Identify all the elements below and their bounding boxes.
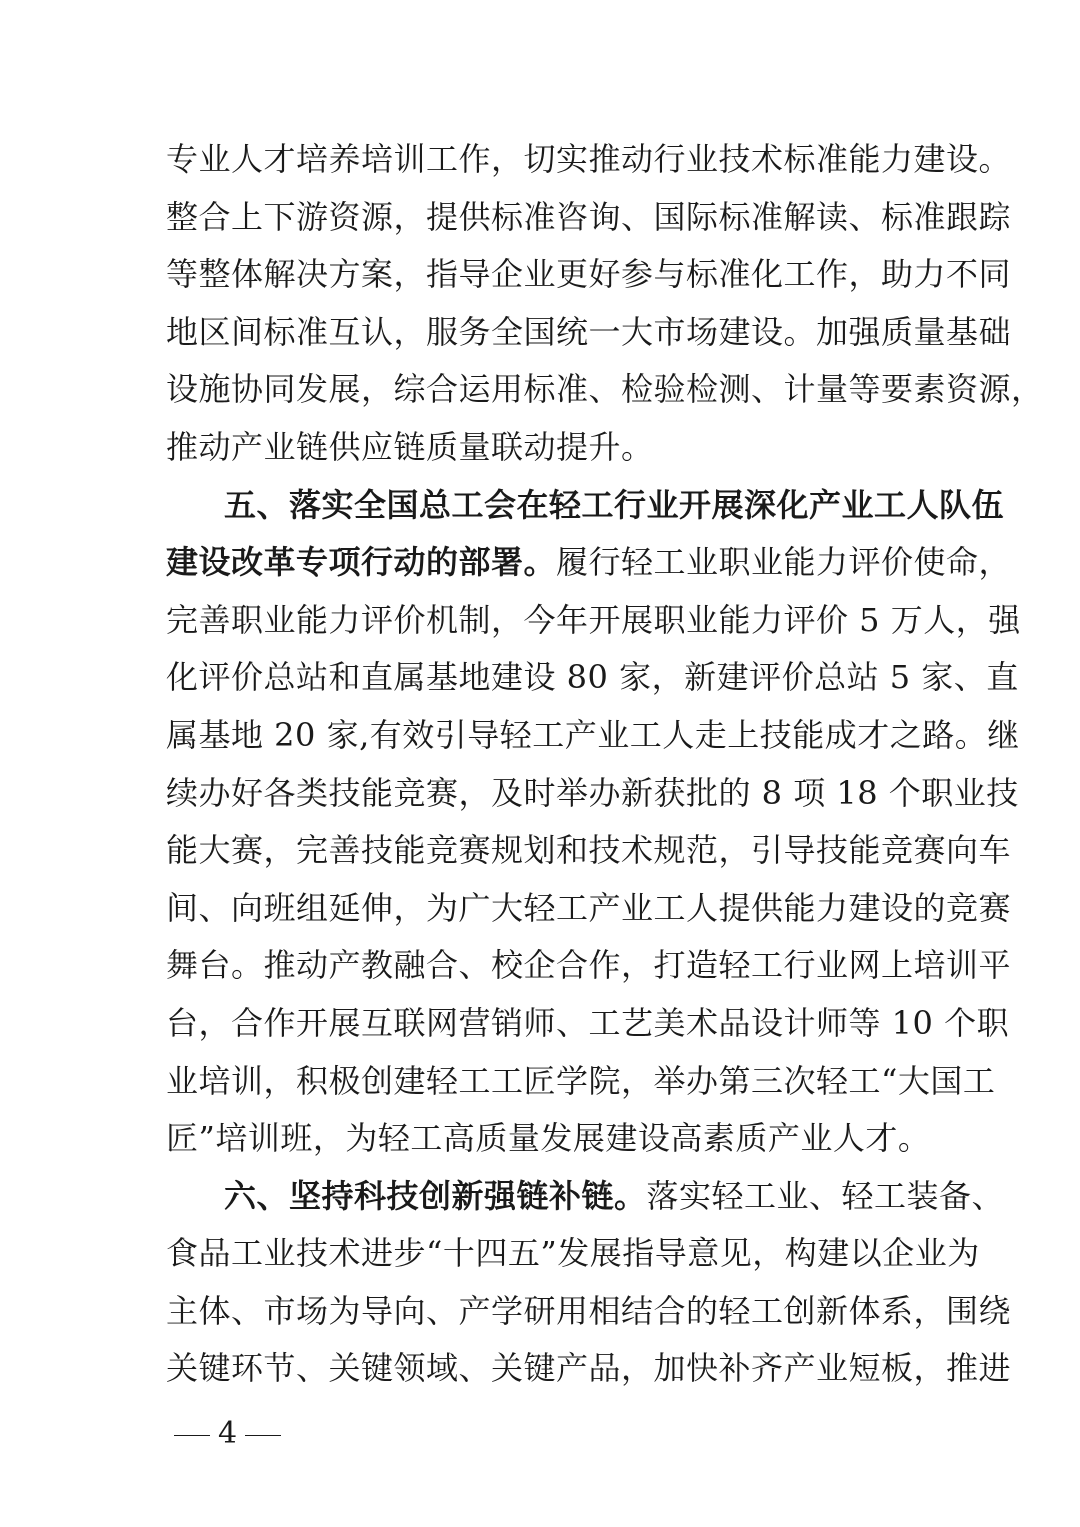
text-line [166, 937, 1012, 995]
footer-dash-left [174, 1435, 210, 1436]
text-line [166, 419, 916, 477]
text-line [166, 1340, 1012, 1398]
line-text: 履行轻工业职业能力评价使命， [556, 543, 1012, 582]
line-text: 整合上下游资源，提供标准咨询、国际标准解读、标准跟踪 [166, 197, 1012, 236]
line-text: 地区间标准互认，服务全国统一大市场建设。加强质量基础 [166, 312, 1012, 351]
text-line [166, 131, 1012, 189]
line-text: 食品工业技术进步“十四五”发展指导意见，构建以企业为 [166, 1234, 980, 1273]
page-number: 4 [218, 1416, 238, 1451]
text-line [166, 477, 1005, 535]
paragraph [166, 189, 1044, 477]
text-line [166, 304, 1012, 362]
line-text: 关键环节、关键领域、关键产品，加快补齐产业短板，推进 [166, 1349, 1012, 1388]
text-line [166, 1110, 931, 1168]
text-line [166, 1283, 1012, 1341]
page-footer [166, 1414, 289, 1454]
text-line [166, 765, 1019, 823]
text-line [166, 1168, 1005, 1226]
footer-dash-right [245, 1435, 281, 1436]
line-text: 间、向班组延伸，为广大轻工产业工人提供能力建设的竞赛 [166, 888, 1012, 927]
line-text: 续办好各类技能竞赛，及时举办新获批的 8 项 18 个职业技 [166, 773, 1019, 812]
paragraph [166, 131, 1012, 189]
text-line [166, 880, 1012, 938]
line-text: 化评价总站和直属基地建设 80 家，新建评价总站 5 家、直 [166, 658, 1019, 697]
text-line [166, 1225, 980, 1283]
line-text: 落实轻工业、轻工装备、 [646, 1176, 1005, 1215]
paragraph [166, 477, 1021, 1168]
line-text: 能大赛，完善技能竞赛规划和技术规范，引导技能竞赛向车 [166, 831, 1012, 870]
line-text: 属基地 20 家,有效引导轻工产业工人走上技能成才之路。继 [166, 715, 1020, 754]
line-text: 推动产业链供应链质量联动提升。 [166, 427, 654, 466]
text-line [166, 822, 1012, 880]
text-line [166, 707, 1020, 765]
line-text: 台，合作开展互联网营销师、工艺美术品设计师等 10 个职 [166, 1003, 1010, 1042]
section-heading: 六、坚持科技创新强链补链。 [224, 1176, 647, 1215]
paragraph [166, 1168, 1012, 1398]
line-text: 业培训，积极创建轻工工匠学院，举办第三次轻工“大国工 [166, 1061, 996, 1100]
line-text: 主体、市场为导向、产学研用相结合的轻工创新体系，围绕 [166, 1291, 1012, 1330]
line-text: 舞台。推动产教融合、校企合作，打造轻工行业网上培训平 [166, 946, 1012, 985]
text-line [166, 534, 1012, 592]
line-text: 等整体解决方案，指导企业更好参与标准化工作，助力不同 [166, 255, 1012, 294]
document-body [166, 131, 1044, 1398]
section-heading: 建设改革专项行动的部署。 [166, 543, 557, 582]
section-heading: 五、落实全国总工会在轻工行业开展深化产业工人队伍 [224, 485, 1005, 524]
text-line [166, 246, 1012, 304]
text-line [166, 189, 1012, 247]
line-text: 匠”培训班，为轻工高质量发展建设高素质产业人才。 [166, 1119, 931, 1158]
text-line [166, 361, 1044, 419]
text-line [166, 592, 1021, 650]
line-text: 设施协同发展，综合运用标准、检验检测、计量等要素资源， [166, 370, 1044, 409]
text-line [166, 1053, 996, 1111]
text-line [166, 649, 1019, 707]
line-text: 完善职业能力评价机制，今年开展职业能力评价 5 万人，强 [166, 600, 1021, 639]
line-text: 专业人才培养培训工作，切实推动行业技术标准能力建设。 [166, 140, 1012, 178]
text-line [166, 995, 1010, 1053]
